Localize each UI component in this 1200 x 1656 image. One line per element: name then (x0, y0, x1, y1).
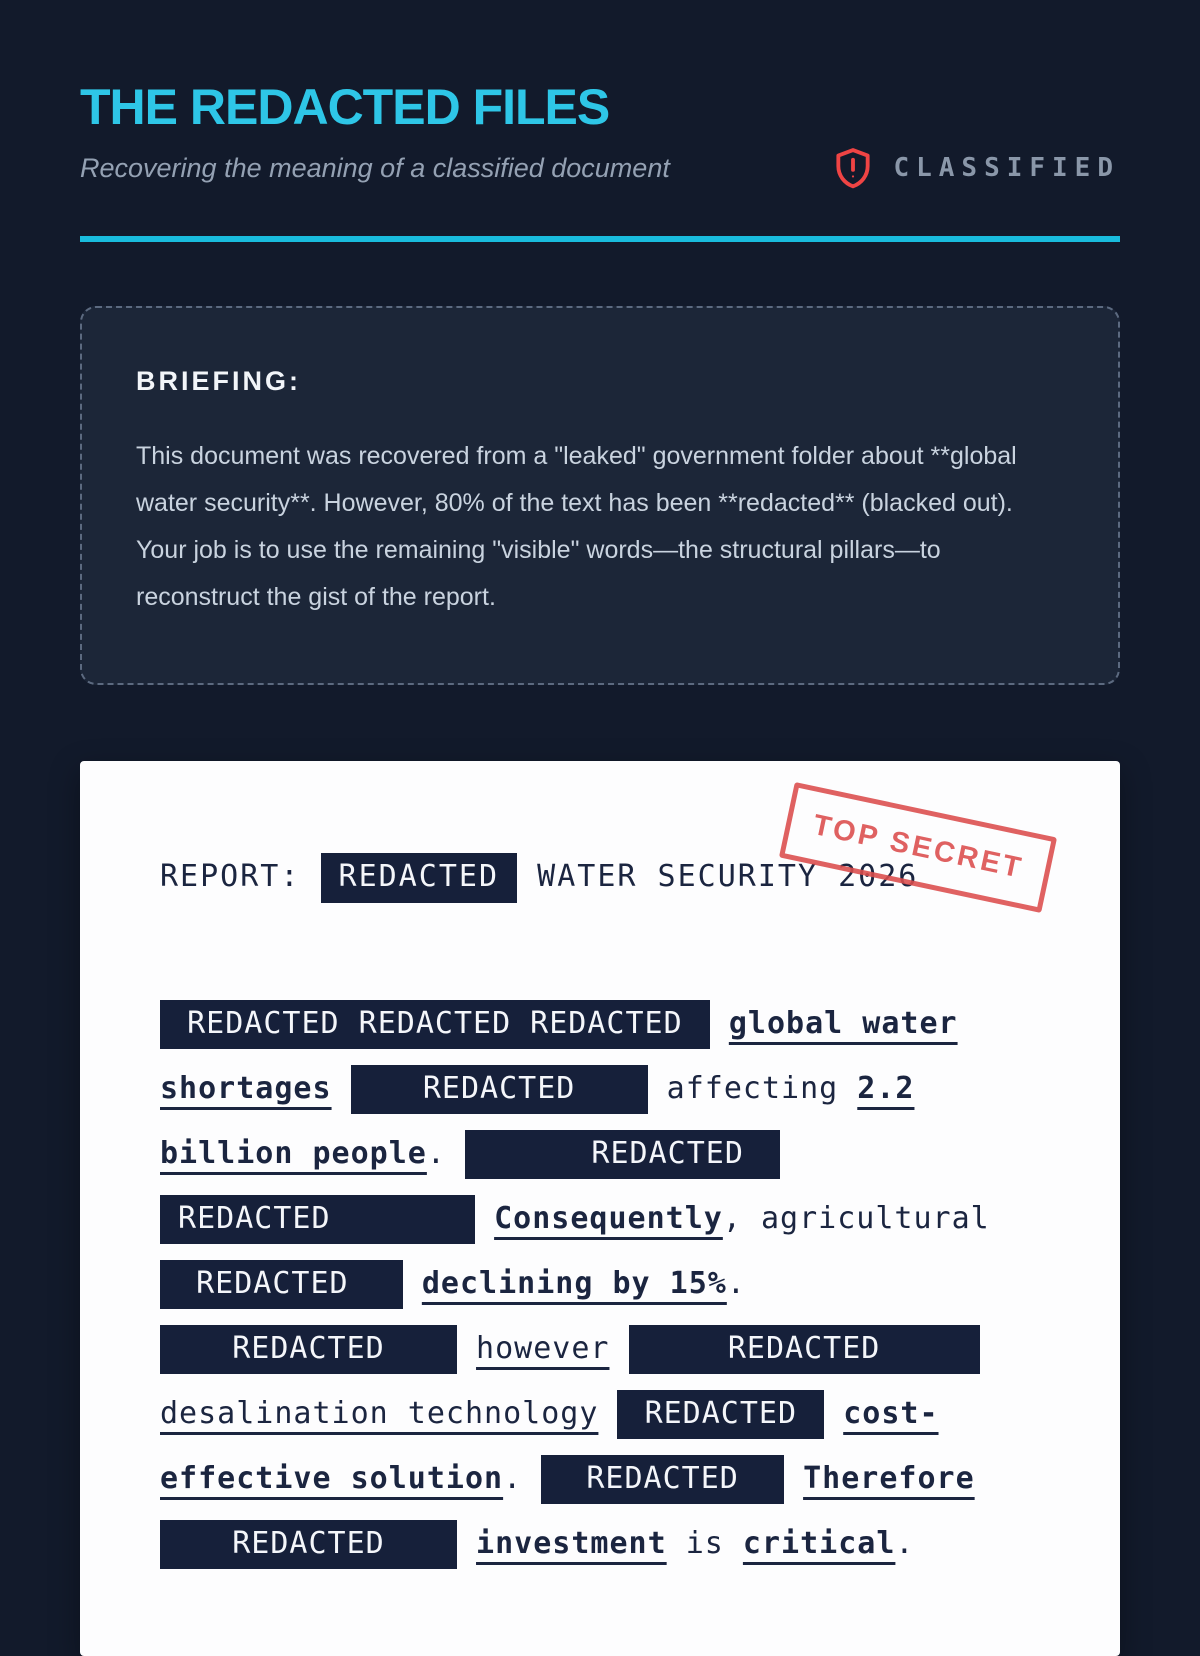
page-subtitle: Recovering the meaning of a classified document (80, 152, 670, 183)
visible-keyword: Consequently (494, 1200, 723, 1236)
redaction-block: REDACTED (160, 1325, 457, 1375)
visible-keyword: however (476, 1330, 610, 1366)
visible-keyword: Therefore (803, 1460, 975, 1496)
redaction-block: REDACTED (160, 1195, 475, 1245)
visible-keyword: declining by 15% (421, 1265, 727, 1301)
document-body (160, 991, 1040, 1576)
visible-word: . (895, 1525, 915, 1561)
redaction-block: REDACTED (160, 1260, 403, 1310)
visible-word: agricultural (760, 1200, 990, 1236)
visible-word: . (726, 1265, 746, 1301)
visible-word: affecting (666, 1070, 839, 1106)
visible-keyword: investment (476, 1525, 667, 1561)
visible-keyword: critical (742, 1525, 896, 1561)
briefing-body: This document was recovered from a "leaked" government folder about **global water security**. However, 80% of the text has been **redacted** (blacked out). Your job is to use the remaining "visible" words—the structural pillars—to reconstruct the gist of the report. (136, 442, 1017, 611)
visible-keyword: cost-effective solution (160, 1395, 939, 1496)
page-container (80, 0, 1120, 1656)
visible-word: REPORT: (160, 859, 301, 894)
visible-word: . (503, 1460, 523, 1496)
header (80, 79, 1120, 242)
redaction-block: REDACTED (321, 853, 518, 903)
redaction-block: REDACTED REDACTED REDACTED (160, 1000, 710, 1050)
redaction-block: REDACTED (629, 1325, 980, 1375)
classified-document (80, 761, 1120, 1656)
top-secret-stamp: TOP SECRET (779, 782, 1057, 913)
redaction-block: REDACTED (465, 1130, 780, 1180)
visible-keyword: global water shortages (160, 1005, 958, 1106)
shield-alert-icon (831, 144, 875, 192)
briefing-panel (80, 306, 1120, 685)
visible-keyword: desalination technology (160, 1395, 599, 1431)
page-title: THE REDACTED FILES (80, 79, 610, 135)
redaction-block: REDACTED (160, 1520, 457, 1570)
visible-word: . (426, 1135, 446, 1171)
header-divider (80, 236, 1120, 242)
visible-word: is (685, 1525, 724, 1561)
visible-word: WATER SECURITY 2026 (537, 859, 919, 894)
redaction-block: REDACTED (617, 1390, 824, 1440)
visible-word: , (722, 1200, 742, 1236)
redaction-block: REDACTED (351, 1065, 648, 1115)
subtitle-row (80, 144, 1120, 192)
visible-keyword: 2.2 billion people (160, 1070, 915, 1171)
classified-label: CLASSIFIED (893, 153, 1120, 183)
classified-badge (831, 144, 1120, 192)
briefing-heading: BRIEFING: (136, 366, 301, 396)
redaction-block: REDACTED (541, 1455, 784, 1505)
